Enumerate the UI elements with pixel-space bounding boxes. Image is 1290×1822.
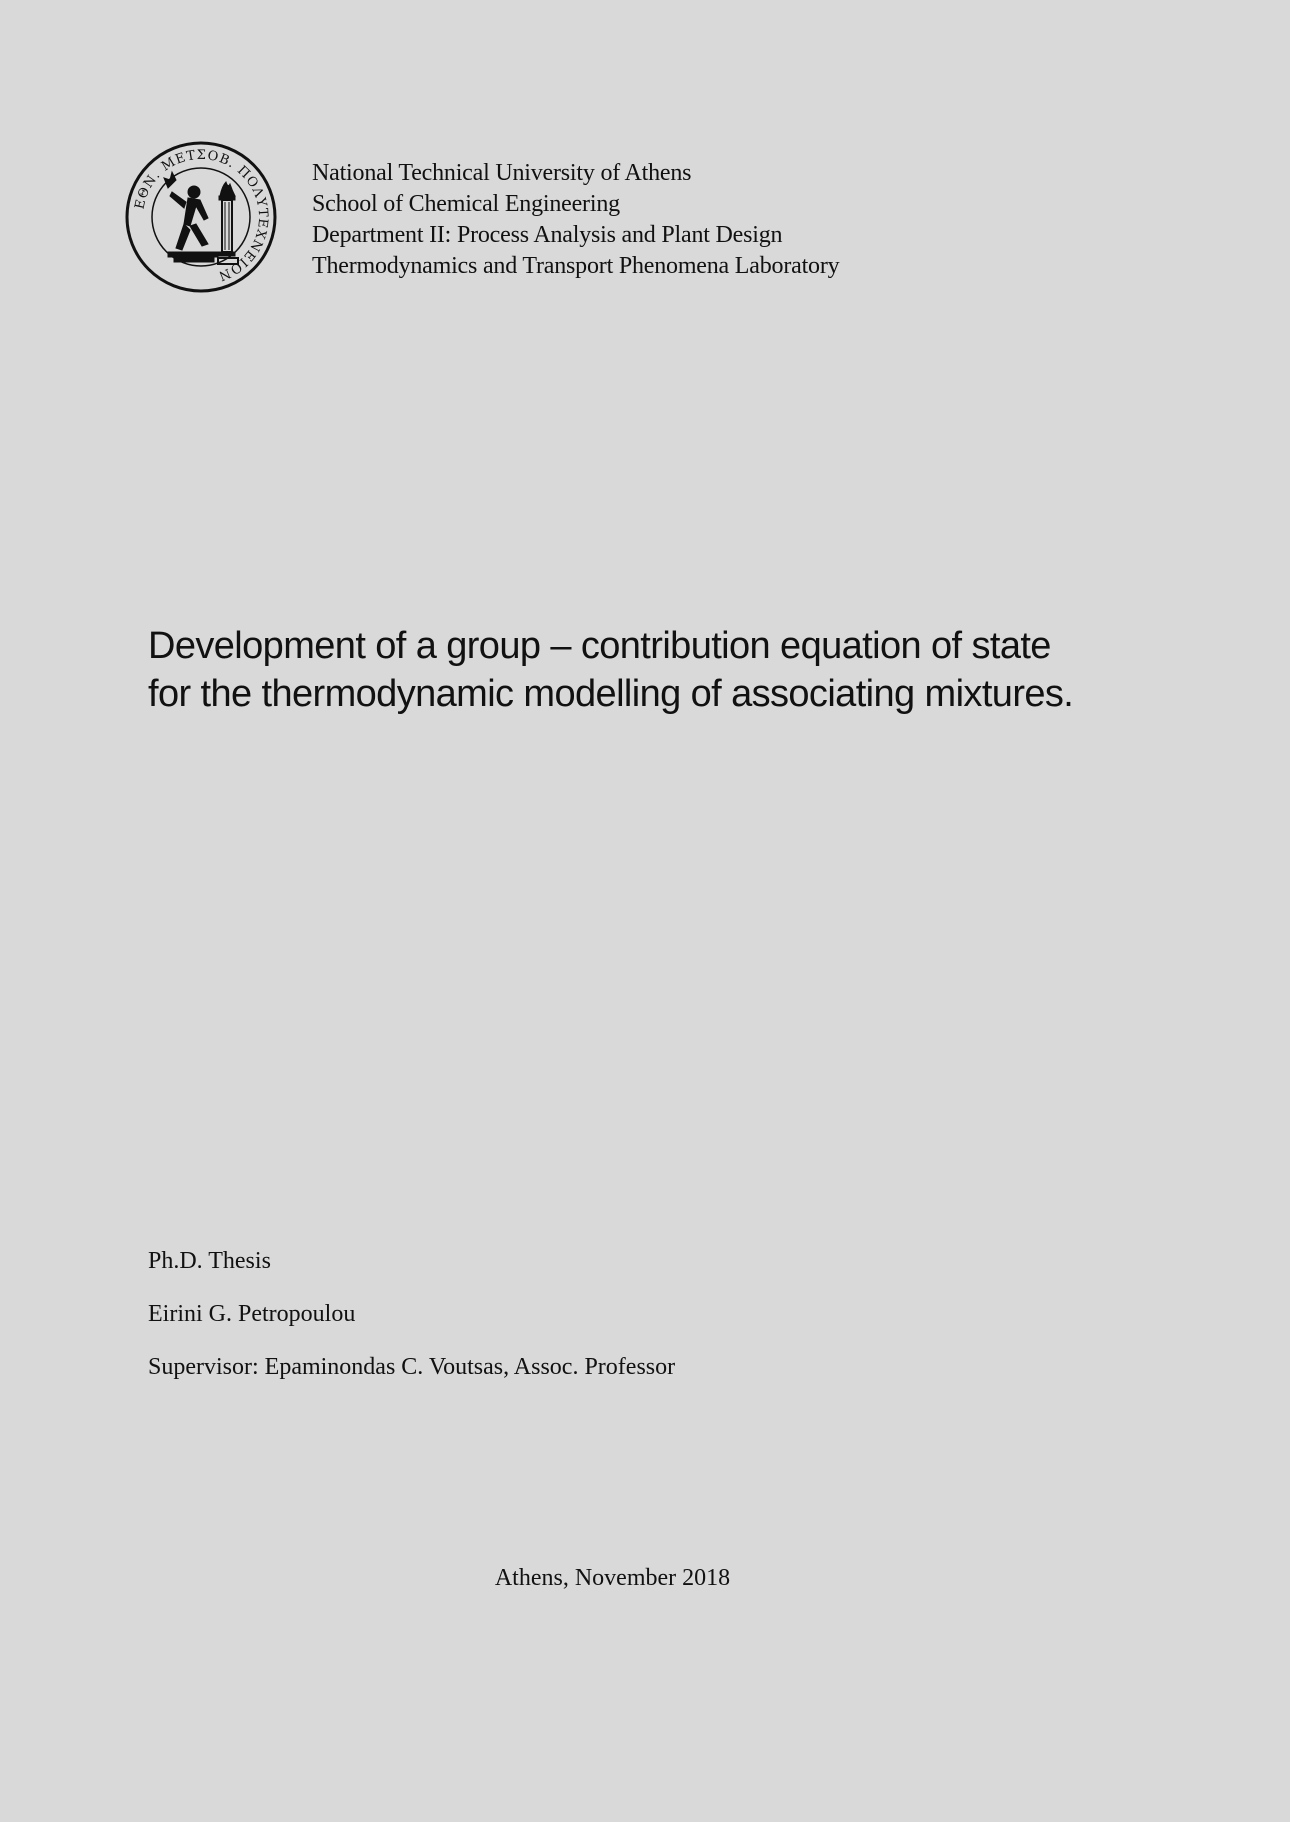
degree-label: Ph.D. Thesis [148,1248,271,1274]
thesis-meta [148,1246,1148,1405]
school-name: School of Chemical Engineering [312,191,620,217]
institution-block [312,158,1212,282]
department-name: Department II: Process Analysis and Plant Design [312,222,783,248]
place-date: Athens, November 2018 [494,1565,731,1591]
university-name: National Technical University of Athens [312,160,692,186]
laboratory-name: Thermodynamics and Transport Phenomena Laboratory [312,253,840,279]
thesis-title-line-1: Development of a group – contribution equation of state [148,625,1051,667]
author-name: Eirini G. Petropoulou [148,1301,356,1327]
ntua-seal-icon [124,140,278,294]
svg-text:ΕΘΝ. ΜΕΤΣΟΒ. ΠΟΛΥΤΕΧΝΕΙΟΝ: ΕΘΝ. ΜΕΤΣΟΒ. ΠΟΛΥΤΕΧΝΕΙΟΝ [132,147,271,284]
thesis-title [148,622,1208,718]
supervisor-line: Supervisor: Epaminondas C. Voutsas, Assoc. Professor [148,1354,676,1380]
thesis-title-line-2: for the thermodynamic modelling of associating mixtures. [148,673,1074,715]
